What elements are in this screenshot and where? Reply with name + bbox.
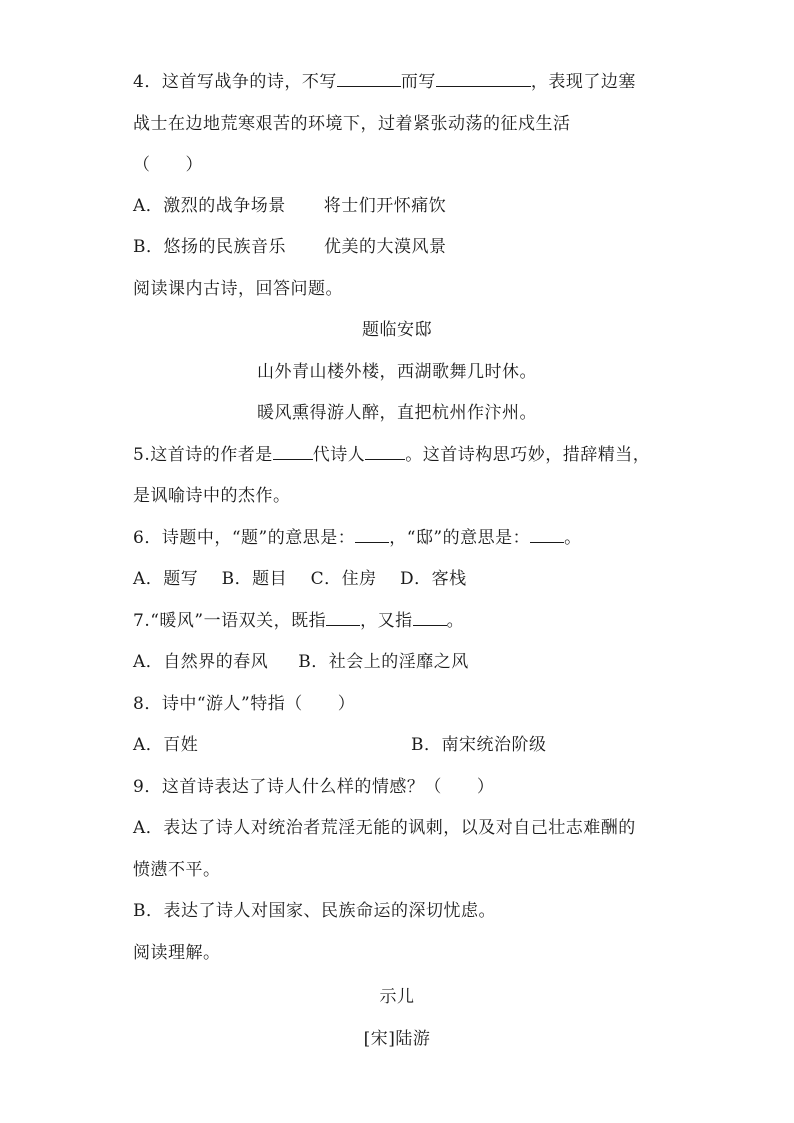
q4-blank-2[interactable] [436, 70, 531, 87]
q9-option-b: B．表达了诗人对国家、民族命运的深切忧虑。 [133, 901, 496, 921]
q7-option-b: B．社会上的淫靡之风 [298, 652, 469, 672]
q4-option-b-part2: 优美的大漠风景 [324, 237, 447, 257]
q5-blank-1[interactable] [273, 443, 313, 460]
q8-options [133, 733, 693, 757]
q7-stem [133, 609, 693, 633]
section1-intro: 阅读课内古诗，回答问题。 [133, 279, 343, 299]
poem1-title: 题临安邸 [362, 320, 432, 340]
q4-blank-1[interactable] [337, 70, 401, 87]
q6-text-c: 。 [564, 528, 582, 548]
q6-options: A．题写 B．题目 C．住房 D．客栈 [133, 569, 467, 589]
q7-options [133, 650, 693, 674]
q7-blank-2[interactable] [413, 609, 447, 626]
q5-line2: 是讽喻诗中的杰作。 [133, 486, 291, 506]
q5-text-c: 。这首诗构思巧妙，措辞精当， [405, 445, 651, 465]
q8-option-b: B．南宋统治阶级 [411, 735, 547, 755]
q7-text-a: 7.“暖风”一语双关，既指 [133, 611, 327, 631]
q9-stem: 9．这首诗表达了诗人什么样的情感？（ ） [133, 777, 495, 797]
q4-option-b [133, 235, 693, 259]
q7-text-b: ，又指 [360, 611, 413, 631]
q6-stem [133, 526, 693, 550]
q4-answer-paren: （ ） [133, 155, 203, 175]
q9-option-a-line1: A．表达了诗人对统治者荒淫无能的讽刺，以及对自己壮志难酬的 [133, 818, 636, 838]
section2-intro: 阅读理解。 [133, 943, 221, 963]
q5-text-b: 代诗人 [312, 445, 366, 465]
q7-blank-1[interactable] [326, 609, 360, 626]
poem2-author: [宋]陆游 [363, 1029, 431, 1049]
q4-text-b: 而写 [400, 72, 436, 92]
q8-stem: 8．诗中“游人”特指（ ） [133, 694, 356, 714]
q6-blank-1[interactable] [355, 526, 389, 543]
q5-text-a: 5.这首诗的作者是 [133, 445, 273, 465]
q9-option-a-line2: 愤懑不平。 [133, 860, 221, 880]
q6-text-b: ，“邸”的意思是： [389, 528, 531, 548]
q4-option-a-part1: A．激烈的战争场景 [133, 196, 286, 216]
q6-blank-2[interactable] [530, 526, 564, 543]
q4-option-a-part2: 将士们开怀痛饮 [323, 196, 447, 216]
q4-option-b-part1: B．悠扬的民族音乐 [133, 237, 286, 257]
q4-line2: 战士在边地荒寒艰苦的环境下，过着紧张动荡的征戍生活 [133, 114, 571, 134]
q5-blank-2[interactable] [365, 443, 405, 460]
q4-text-a: 4．这首写战争的诗，不写 [133, 72, 337, 92]
q4-option-a [133, 194, 693, 218]
poem1-line2: 暖风熏得游人醉，直把杭州作汴州。 [257, 403, 537, 423]
q8-option-a: A．百姓 [133, 735, 199, 755]
q5-line1 [133, 443, 693, 467]
q7-option-a: A．自然界的春风 [133, 652, 269, 672]
q4-line1 [133, 70, 693, 94]
poem1-line1: 山外青山楼外楼，西湖歌舞几时休。 [257, 362, 537, 382]
q6-text-a: 6．诗题中，“题”的意思是： [133, 528, 356, 548]
poem2-title: 示儿 [379, 987, 415, 1007]
q4-text-c: ，表现了边塞 [530, 72, 636, 92]
q7-text-c: 。 [446, 611, 465, 631]
